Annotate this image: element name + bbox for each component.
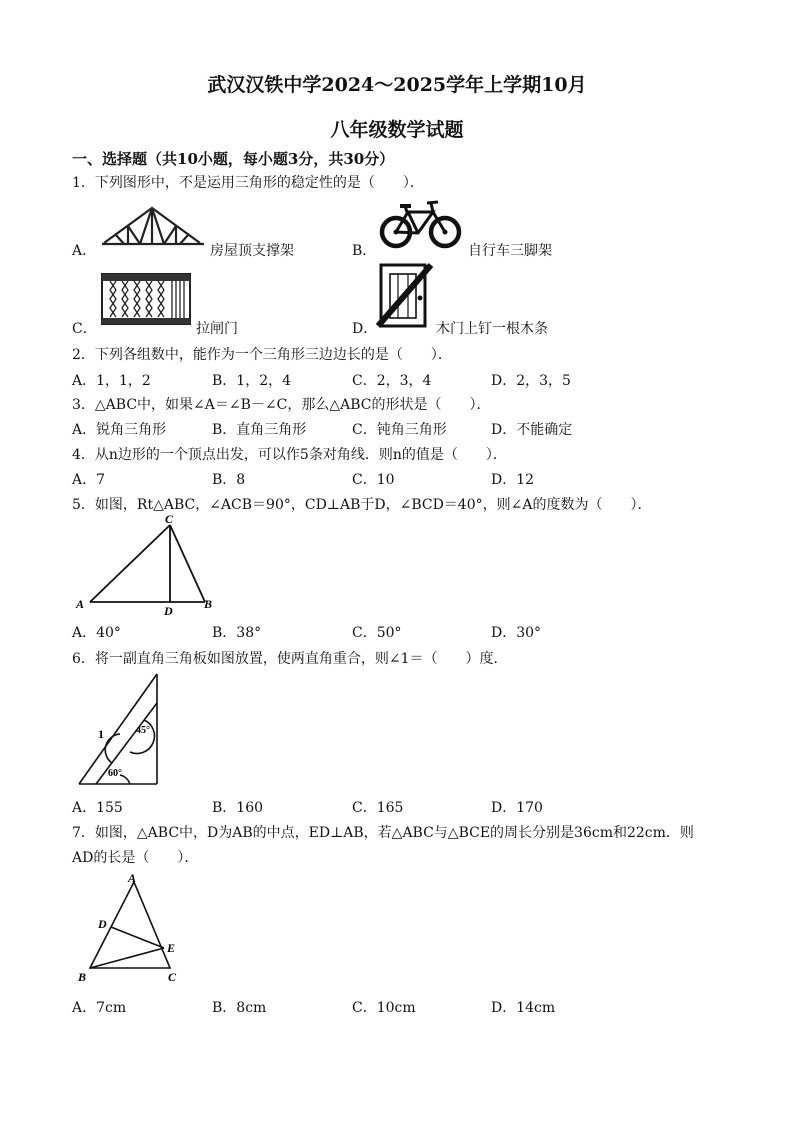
q4-option-c: C．10 [352,472,395,488]
question-7-stem-line2: AD的长是（ ）． [72,850,199,866]
q3-option-d: D．不能确定 [491,422,573,438]
q6-angle-1-label: 1 [98,727,104,741]
question-4-stem: 4．从n边形的一个顶点出发，可以作5条对角线．则n的值是（ ）． [72,447,507,463]
roof-truss-figure [102,205,204,247]
q6-angle-45-label: 45° [136,725,150,736]
page-subtitle: 八年级数学试题 [330,119,464,141]
q7-option-c: C．10cm [352,1000,416,1016]
q2-option-a: A．1，1，2 [72,373,151,389]
question-3-stem: 3．△ABC中，如果∠A＝∠B－∠C，那么△ABC的形状是（ ）． [72,397,491,413]
q5-option-c: C．50° [352,625,402,641]
q6-option-d: D．170 [491,800,543,816]
question-5-stem: 5．如图，Rt△ABC，∠ACB＝90°，CD⊥AB于D，∠BCD＝40°，则∠A的度数为（ ）． [72,497,652,513]
q1-option-b-caption: 自行车三脚架 [468,243,552,259]
question-2-stem: 2．下列各组数中，能作为一个三角形三边边长的是（ ）． [72,347,452,363]
q1-option-c-label: C． [72,321,97,337]
q7-label-b: B [78,970,87,984]
q3-option-c: C．钝角三角形 [352,422,447,438]
q7-option-d: D．14cm [491,1000,556,1016]
q6-angle-60-label: 60° [108,768,122,779]
wooden-door-figure [376,262,434,330]
q2-option-b: B．1，2，4 [212,373,292,389]
question-6-stem: 6．将一副直角三角板如图放置，使两直角重合，则∠1＝（ ）度． [72,651,508,667]
question-1-stem: 1．下列图形中，不是运用三角形的稳定性的是（ ）． [72,175,424,191]
q1-option-d-label: D． [352,321,378,337]
q3-option-b: B．直角三角形 [212,422,307,438]
q6-set-squares-figure [74,670,164,790]
q3-option-a: A．锐角三角形 [72,422,167,438]
q5-triangle-figure [70,512,220,616]
q7-label-d: D [98,917,107,931]
section-heading: 一、选择题（共10小题，每小题3分，共30分） [72,150,395,168]
q5-option-b: B．38° [212,625,262,641]
q1-option-a-caption: 房屋顶支撑架 [210,243,294,259]
q1-option-d-caption: 木门上钉一根木条 [436,321,548,337]
q2-option-c: C．2，3，4 [352,373,432,389]
q4-option-d: D．12 [491,472,535,488]
q6-option-b: B．160 [212,800,264,816]
q2-option-d: D．2，3，5 [491,373,571,389]
page-title: 武汉汉铁中学2024～2025学年上学期10月 [207,74,587,96]
q6-option-c: C．165 [352,800,404,816]
q5-label-d: D [164,604,173,618]
q7-label-e: E [167,941,176,955]
q7-label-c: C [168,970,177,984]
q7-option-b: B．8cm [212,1000,267,1016]
q1-option-b-label: B． [352,243,377,259]
q5-label-c: C [165,512,174,526]
bicycle-figure [378,196,464,250]
q5-label-b: B [204,597,213,611]
q7-label-a: A [128,871,137,885]
q5-option-d: D．30° [491,625,542,641]
q5-label-a: A [76,597,85,611]
q7-option-a: A．7cm [72,1000,127,1016]
q4-option-a: A．7 [72,472,106,488]
q4-option-b: B．8 [212,472,246,488]
folding-gate-figure [100,272,192,326]
q6-option-a: A．155 [72,800,123,816]
q1-option-a-label: A． [72,243,97,259]
q1-option-c-caption: 拉闸门 [196,321,238,337]
question-7-stem-line1: 7．如图，△ABC中，D为AB的中点，ED⊥AB，若△ABC与△BCE的周长分别是36cm和22cm．则 [72,825,694,841]
q7-triangle-figure [72,872,192,987]
q5-option-a: A．40° [72,625,121,641]
